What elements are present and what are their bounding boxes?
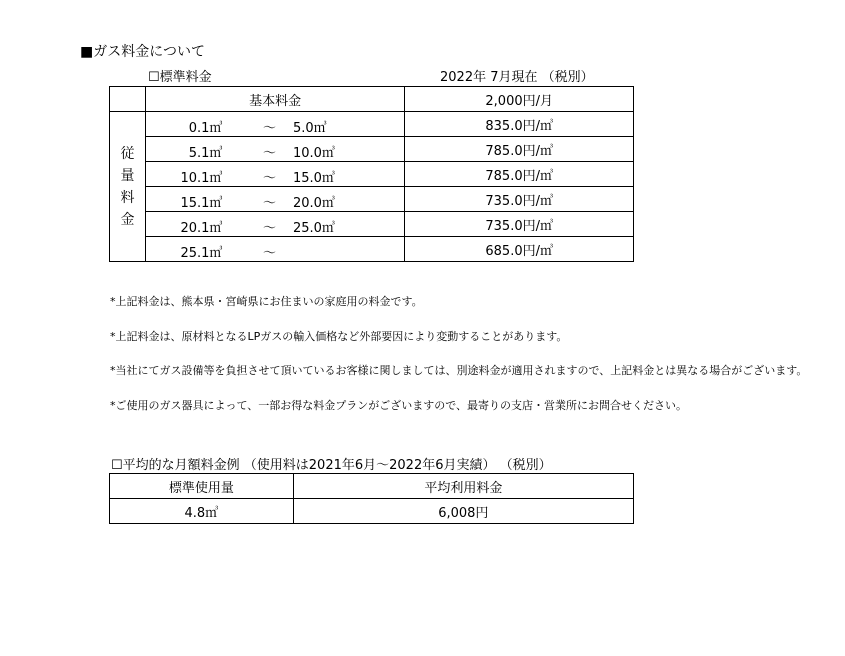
base-fee-value: 2,000円/月 — [405, 87, 634, 112]
tier-range — [145, 237, 404, 262]
tier-to: 5.0㎥ — [292, 121, 327, 136]
base-fee-row — [110, 87, 634, 112]
usage-label-char: 料 — [120, 189, 135, 206]
note: *当社にてガス設備等を負担させて頂いているお客様に関しましては、別途料金が適用されますので、上記料金とは異なる場合がございます。 — [110, 364, 808, 377]
tier-price: 835.0円/㎥ — [405, 112, 634, 137]
tier-range — [145, 137, 404, 162]
as-of-date: 2022年 7月現在 （税別） — [440, 70, 594, 85]
tier-range — [145, 212, 404, 237]
tier-separator: ～ — [262, 146, 276, 161]
example-header-row — [110, 474, 634, 499]
tier-price: 785.0円/㎥ — [405, 162, 634, 187]
tier-to: 20.0㎥ — [292, 196, 335, 211]
rate-table — [109, 86, 634, 262]
tier-row — [110, 137, 634, 162]
tier-from: 20.1㎥ — [180, 221, 223, 236]
usage-fee-label — [110, 112, 146, 262]
note: *ご使用のガス器具によって、一部お得な料金プランがございますので、最寄りの支店・営業所にお問合せください。 — [110, 399, 688, 412]
standard-rate-label: ☐標準料金 — [148, 70, 212, 85]
tier-range — [145, 162, 404, 187]
base-fee-label: 基本料金 — [145, 87, 404, 112]
header-average-fee: 平均利用料金 — [293, 474, 633, 499]
tier-to: 10.0㎥ — [292, 146, 335, 161]
tier-price: 785.0円/㎥ — [405, 137, 634, 162]
tier-from: 25.1㎥ — [180, 246, 223, 261]
tier-separator: ～ — [262, 171, 276, 186]
tier-from: 10.1㎥ — [180, 171, 223, 186]
tier-separator: ～ — [262, 221, 276, 236]
tier-separator: ～ — [262, 246, 276, 261]
tier-separator: ～ — [262, 121, 276, 136]
tier-row — [110, 237, 634, 262]
header-standard-usage: 標準使用量 — [110, 474, 294, 499]
corner-cell — [110, 87, 146, 112]
note: *上記料金は、原材料となるLPガスの輸入価格など外部要因により変動することがあります。 — [110, 330, 568, 343]
tier-from: 5.1㎥ — [188, 146, 223, 161]
tier-price: 735.0円/㎥ — [405, 212, 634, 237]
tier-row — [110, 212, 634, 237]
example-label: ☐平均的な月額料金例 （使用料は2021年6月～2022年6月実績） （税別） — [111, 458, 552, 473]
example-fee: 6,008円 — [293, 499, 633, 524]
example-table — [109, 473, 634, 524]
usage-label-char: 従 — [120, 145, 135, 162]
tier-to: 25.0㎥ — [292, 221, 335, 236]
example-value-row — [110, 499, 634, 524]
tier-from: 0.1㎥ — [188, 121, 223, 136]
example-usage: 4.8㎥ — [110, 499, 294, 524]
tier-price: 735.0円/㎥ — [405, 187, 634, 212]
page-title: ■ガス料金について — [80, 44, 205, 60]
tier-from: 15.1㎥ — [180, 196, 223, 211]
tier-price: 685.0円/㎥ — [405, 237, 634, 262]
tier-row — [110, 162, 634, 187]
tier-row — [110, 112, 634, 137]
tier-range — [145, 187, 404, 212]
note: *上記料金は、熊本県・宮崎県にお住まいの家庭用の料金です。 — [110, 295, 423, 308]
tier-range — [145, 112, 404, 137]
tier-to: 15.0㎥ — [292, 171, 335, 186]
usage-label-char: 量 — [120, 167, 135, 184]
tier-row — [110, 187, 634, 212]
usage-label-char: 金 — [120, 211, 135, 228]
tier-separator: ～ — [262, 196, 276, 211]
